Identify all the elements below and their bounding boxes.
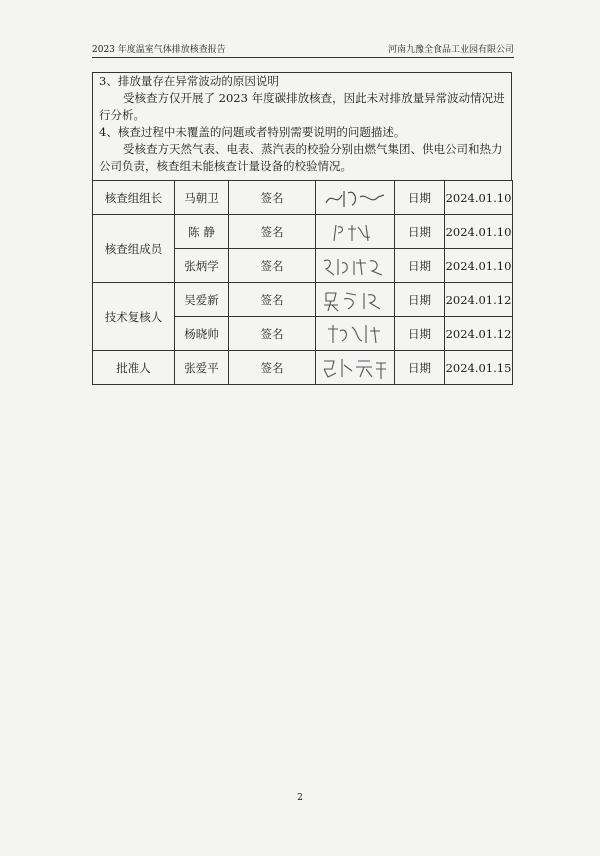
header-report-title: 2023 年度温室气体排放核查报告 xyxy=(92,45,226,55)
item4-body: 受核查方天然气表、电表、蒸汽表的校验分别由燃气集团、供电公司和热力公司负责，核查组未能核查计量设备的校验情况。 xyxy=(99,142,503,173)
signature-table xyxy=(92,180,513,385)
role-cell: 核查组组长 xyxy=(93,181,175,215)
signature-cell xyxy=(316,215,395,249)
date-cell: 2024.01.10 xyxy=(445,181,513,215)
signature-cell xyxy=(316,351,395,385)
name-cell: 陈 静 xyxy=(175,215,229,249)
handwritten-signature xyxy=(322,321,388,347)
name-cell: 吴爱新 xyxy=(175,283,229,317)
date-cell: 2024.01.10 xyxy=(445,249,513,283)
sign-label: 签名 xyxy=(229,215,316,249)
date-label: 日期 xyxy=(395,181,445,215)
signature-cell xyxy=(316,249,395,283)
table-row xyxy=(93,283,513,317)
signature-cell xyxy=(316,317,395,351)
sign-label: 签名 xyxy=(229,283,316,317)
handwritten-signature xyxy=(320,253,390,279)
handwritten-signature xyxy=(320,355,390,381)
table-row xyxy=(93,351,513,385)
date-cell: 2024.01.12 xyxy=(445,317,513,351)
page-number: 2 xyxy=(297,793,303,803)
sign-label: 签名 xyxy=(229,317,316,351)
signature-cell xyxy=(316,181,395,215)
date-label: 日期 xyxy=(395,215,445,249)
table-row xyxy=(93,181,513,215)
date-label: 日期 xyxy=(395,283,445,317)
item3-title: 3、排放量存在异常波动的原因说明 xyxy=(99,74,279,88)
date-label: 日期 xyxy=(395,351,445,385)
date-cell: 2024.01.12 xyxy=(445,283,513,317)
notes-box xyxy=(92,72,512,180)
handwritten-signature xyxy=(322,185,388,211)
date-label: 日期 xyxy=(395,317,445,351)
page-header xyxy=(92,40,514,56)
handwritten-signature xyxy=(320,287,390,313)
name-cell: 张炳学 xyxy=(175,249,229,283)
item4-title: 4、核查过程中未覆盖的问题或者特别需要说明的问题描述。 xyxy=(99,125,406,139)
item3-body: 受核查方仅开展了 2023 年度碳排放核查，因此未对排放量异常波动情况进行分析。 xyxy=(99,91,505,122)
date-cell: 2024.01.10 xyxy=(445,215,513,249)
role-cell: 核查组成员 xyxy=(93,215,175,283)
signature-cell xyxy=(316,283,395,317)
table-row xyxy=(93,215,513,249)
name-cell: 马朝卫 xyxy=(175,181,229,215)
date-cell: 2024.01.15 xyxy=(445,351,513,385)
role-cell: 批准人 xyxy=(93,351,175,385)
name-cell: 张爱平 xyxy=(175,351,229,385)
date-label: 日期 xyxy=(395,249,445,283)
name-cell: 杨晓帅 xyxy=(175,317,229,351)
sign-label: 签名 xyxy=(229,351,316,385)
handwritten-signature xyxy=(322,219,388,245)
sign-label: 签名 xyxy=(229,181,316,215)
role-cell: 技术复核人 xyxy=(93,283,175,351)
header-company-name: 河南九豫全食品工业园有限公司 xyxy=(387,45,514,55)
header-rule xyxy=(92,57,514,58)
sign-label: 签名 xyxy=(229,249,316,283)
